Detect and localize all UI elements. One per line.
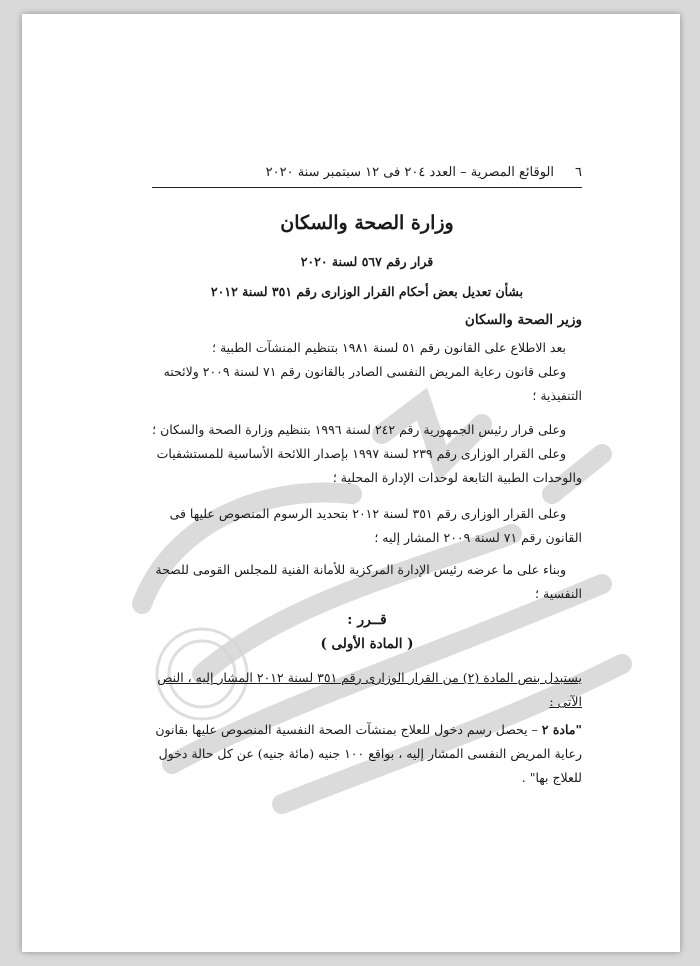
gazette-title: الوقائع المصرية – العدد ٢٠٤ فى ١٢ سبتمبر سنة ٢٠٢٠ bbox=[265, 165, 554, 180]
decree-number: قرار رقم ٥٦٧ لسنة ٢٠٢٠ bbox=[300, 254, 434, 269]
preamble-4: وعلى القرار الوزارى رقم ٢٣٩ لسنة ١٩٩٧ بإصدار اللائحة الأساسية للمستشفيات والوحدات الطبية التابعة لوحدات الإدارة المحلية ؛ bbox=[156, 446, 582, 485]
decree-subject: بشأن تعديل بعض أحكام القرار الوزارى رقم ٣٥١ لسنة ٢٠١٢ bbox=[210, 284, 524, 299]
gazette-header bbox=[152, 159, 582, 188]
ministry-title: وزارة الصحة والسكان bbox=[280, 212, 454, 234]
page-number: ٦ bbox=[575, 165, 582, 180]
document-page bbox=[22, 14, 680, 952]
article-body bbox=[152, 718, 582, 790]
preamble-3: وعلى قرار رئيس الجمهورية رقم ٢٤٢ لسنة ١٩٩٦ بتنظيم وزارة الصحة والسكان ؛ bbox=[152, 422, 566, 437]
preamble-2: وعلى قانون رعاية المريض النفسى الصادر بالقانون رقم ٧١ لسنة ٢٠٠٩ ولائحته التنفيذية ؛ bbox=[163, 364, 582, 403]
preamble-6: وبناء على ما عرضه رئيس الإدارة المركزية للأمانة الفنية للمجلس القومى للصحة النفسية ؛ bbox=[155, 562, 582, 601]
article-intro: يستبدل بنص المادة (٢) من القرار الوزارى رقم ٣٥١ لسنة ٢٠١٢ المشار إليه ، النص الآتى : bbox=[157, 670, 582, 709]
article-title: ( المادة الأولى ) bbox=[320, 636, 414, 652]
preamble-5: وعلى القرار الوزارى رقم ٣٥١ لسنة ٢٠١٢ بتحديد الرسوم المنصوص عليها فى القانون رقم ٧١ لسنة ٢٠٠٩ المشار إليه ؛ bbox=[169, 506, 582, 545]
article-label: "مادة ٢ bbox=[541, 722, 582, 737]
minister-title: وزير الصحة والسكان bbox=[464, 312, 582, 328]
preamble-1: بعد الاطلاع على القانون رقم ٥١ لسنة ١٩٨١ بتنظيم المنشآت الطبية ؛ bbox=[212, 340, 566, 355]
decided-label: قــرر : bbox=[347, 612, 387, 628]
article-text: – يحصل رسم دخول للعلاج بمنشآت الصحة النفسية المنصوص عليها بقانون رعاية المريض النفسى المشار إليه ، بواقع ١٠٠ جنيه (مائة جنيه) عن كل حالة دخول للعلاج بها" . bbox=[155, 722, 582, 785]
